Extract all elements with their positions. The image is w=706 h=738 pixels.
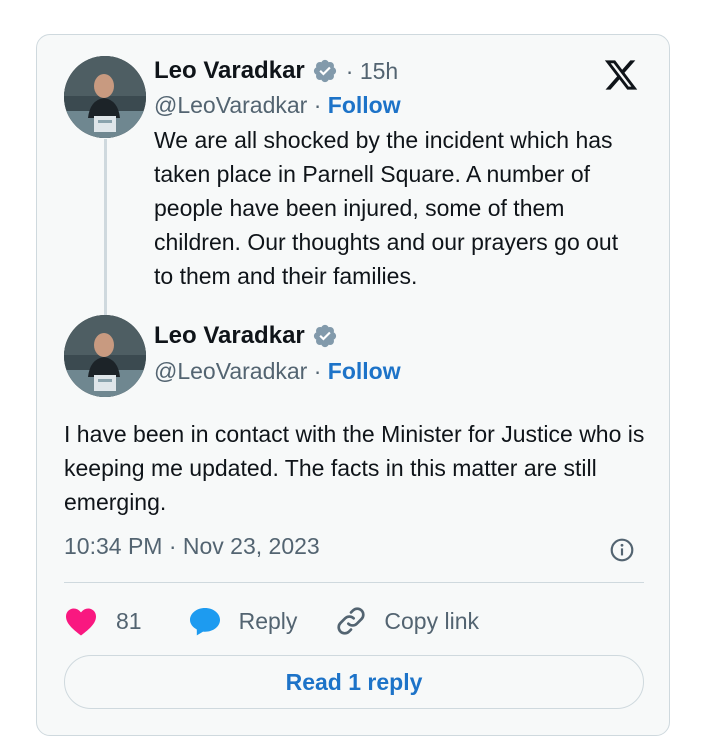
author-row: [154, 57, 398, 85]
tweet-text: We are all shocked by the incident which has taken place in Parnell Square. A number of people have been injured, some of them children. Our thoughts and our prayers go out to them and their families.: [154, 127, 619, 289]
avatar[interactable]: [64, 56, 146, 138]
link-icon: [335, 605, 367, 637]
tweet-text: I have been in contact with the Minister for Justice who is keeping me updated. The facts in this matter are still emerging.: [64, 421, 645, 515]
follow-button[interactable]: Follow: [327, 358, 401, 384]
handle-row: @LeoVaradkar · Follow: [154, 92, 401, 118]
speech-bubble-icon: [188, 606, 222, 636]
author-handle[interactable]: @LeoVaradkar: [154, 358, 308, 384]
thread-line: [104, 139, 107, 339]
copy-link-button[interactable]: [335, 605, 479, 637]
action-bar: [64, 601, 479, 641]
reply-button[interactable]: [188, 606, 298, 636]
read-replies-button[interactable]: Read 1 reply: [64, 655, 644, 709]
x-logo-icon[interactable]: [603, 57, 639, 93]
author-name[interactable]: Leo Varadkar: [154, 57, 305, 84]
divider: [64, 582, 644, 583]
avatar[interactable]: [64, 315, 146, 397]
info-icon[interactable]: [609, 537, 635, 563]
handle-row: @LeoVaradkar · Follow: [154, 358, 401, 384]
verified-badge-icon: [312, 58, 338, 84]
like-button[interactable]: [64, 606, 142, 636]
heart-icon: [64, 606, 98, 636]
tweet-time[interactable]: · 15h: [345, 57, 399, 84]
author-row: [154, 322, 338, 350]
reply-label: Reply: [238, 607, 298, 634]
author-name[interactable]: Leo Varadkar: [154, 322, 305, 349]
embedded-tweet-card: [36, 34, 670, 736]
follow-button[interactable]: Follow: [327, 92, 401, 118]
author-handle[interactable]: @LeoVaradkar: [154, 92, 308, 118]
tweet-timestamp[interactable]: 10:34 PM · Nov 23, 2023: [64, 533, 320, 559]
like-count: 81: [116, 607, 142, 634]
verified-badge-icon: [312, 323, 338, 349]
copy-link-label: Copy link: [384, 607, 480, 634]
